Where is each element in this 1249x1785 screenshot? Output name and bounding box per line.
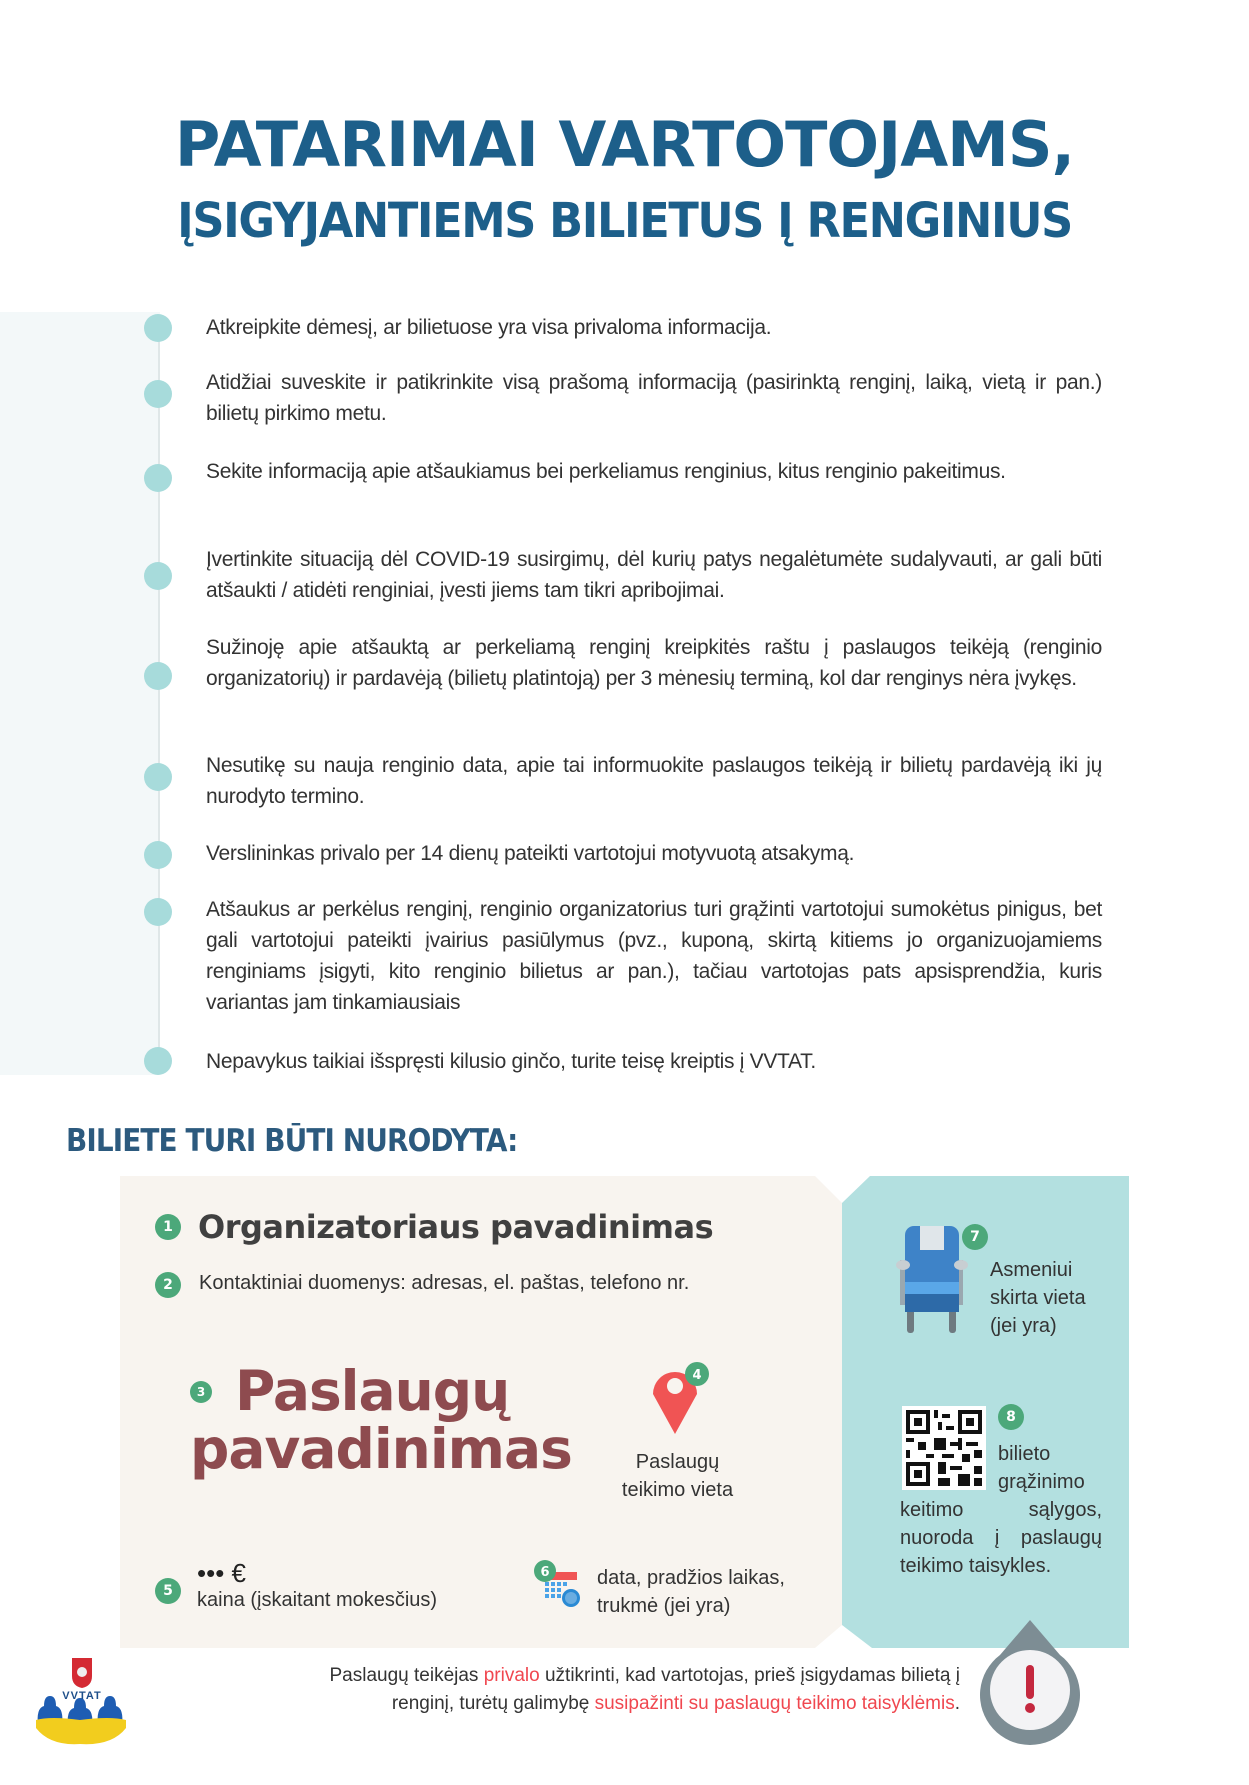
badge-4: 4 [692, 1368, 702, 1383]
tip-item: Atkreipkite dėmesį, ar bilietuose yra visa privaloma informacija. [206, 316, 772, 339]
price-label: kaina (įskaitant mokesčius) [197, 1589, 438, 1611]
date-line1: data, pradžios laikas, [597, 1567, 785, 1589]
seat-line2: skirta vieta [990, 1287, 1086, 1309]
note-text: Paslaugų teikėjas [329, 1665, 484, 1686]
seat-line1: Asmeniui [990, 1259, 1073, 1281]
service-name-line2: pavadinimas [190, 1417, 572, 1481]
note-text: renginį, turėtų galimybę [391, 1693, 595, 1714]
refund-line2: grąžinimo [998, 1471, 1085, 1493]
organizer-name: Organizatoriaus pavadinimas [198, 1208, 714, 1246]
qr-code-icon [902, 1406, 986, 1490]
vvtat-logo [30, 1656, 134, 1746]
service-name-line1: Paslaugų [235, 1359, 510, 1423]
badge-3: 3 [190, 1381, 212, 1403]
calendar-clock-icon [533, 1560, 583, 1610]
page-title: PATARIMAI VARTOTOJAMS, [174, 108, 1075, 181]
refund-line4: nuoroda į paslaugų [900, 1527, 1102, 1549]
tip-item: Nepavykus taikiai išspręsti kilusio ginčo, turite teisę kreiptis į VVTAT. [206, 1050, 816, 1073]
badge-5: 5 [155, 1578, 181, 1604]
note-highlight-rules: susipažinti su paslaugų teikimo taisyklėmis [594, 1693, 955, 1714]
logo-text: VVTAT [62, 1690, 102, 1702]
note-text: . [954, 1693, 960, 1714]
tip-item: Įvertinkite situaciją dėl COVID-19 susirgimų, dėl kurių patys negalėtumėte sudalyvauti, ar gali būti atšaukti / atidėti renginiai, įvesti jiems tam tikri apribojimai. [206, 548, 1102, 602]
section-heading: BILIETE TURI BŪTI NURODYTA: [66, 1123, 518, 1159]
badge-2: 2 [155, 1272, 181, 1298]
refund-line1: bilieto [998, 1443, 1051, 1465]
service-location-line2: teikimo vieta [621, 1479, 734, 1501]
refund-line5: teikimo taisykles. [900, 1555, 1052, 1577]
tip-item: Nesutikę su nauja renginio data, apie tai informuokite paslaugos teikėją ir bilietų pardavėją iki jų nurodyto termino. [206, 754, 1102, 808]
badge-7: 7 [962, 1224, 988, 1250]
page-subtitle: ĮSIGYJANTIEMS BILIETUS Į RENGINIUS [177, 193, 1072, 249]
price-value: ••• € [197, 1558, 246, 1588]
tip-item: Sekite informaciją apie atšaukiamus bei perkeliamus renginius, kitus renginio pakeitimus. [206, 460, 1006, 483]
service-location-line1: Paslaugų [635, 1451, 720, 1473]
bottom-note [200, 1662, 960, 1718]
seat-line3: (jei yra) [990, 1315, 1057, 1337]
tip-item: Atidžiai suveskite ir patikrinkite visą prašomą informaciją (pasirinktą renginį, laiką, vietą ir pan.) bilietų pirkimo metu. [206, 371, 1102, 425]
contact-details: Kontaktiniai duomenys: adresas, el. paštas, telefono nr. [199, 1272, 690, 1294]
note-text: užtikrinti, kad vartotojas, prieš įsigydamas bilietą į [539, 1665, 960, 1686]
note-highlight-must: privalo [483, 1665, 540, 1686]
warning-icon [975, 1615, 1085, 1745]
tip-item: Sužinoję apie atšauktą ar perkeliamą renginį kreipkitės raštu į paslaugos teikėją (renginio organizatorių) ir pardavėją (bilietų platintoją) per 3 mėnesių terminą, kol dar renginys nėra įvykęs. [206, 636, 1102, 690]
badge-1: 1 [155, 1214, 181, 1240]
refund-line3: keitimo sąlygos, [900, 1499, 1102, 1521]
date-line2: trukmė (jei yra) [597, 1595, 731, 1617]
tip-item: Atšaukus ar perkėlus renginį, renginio organizatorius turi grąžinti vartotojui sumokėtus pinigus, bet gali vartotojui pateikti įvairius pasiūlymus (pvz., kuponą, skirtą kitiems jo organizuojamiems renginiams įsigyti, kito renginio bilietus ar pan.), tačiau vartotojas pats apsisprendžia, kuris variantas jam tinkamiausiais [206, 898, 1102, 1014]
badge-6: 6 [540, 1565, 550, 1580]
badge-8: 8 [998, 1404, 1024, 1430]
location-pin-icon [645, 1362, 715, 1437]
tip-item: Verslininkas privalo per 14 dienų pateikti vartotojui motyvuotą atsakymą. [206, 842, 855, 865]
